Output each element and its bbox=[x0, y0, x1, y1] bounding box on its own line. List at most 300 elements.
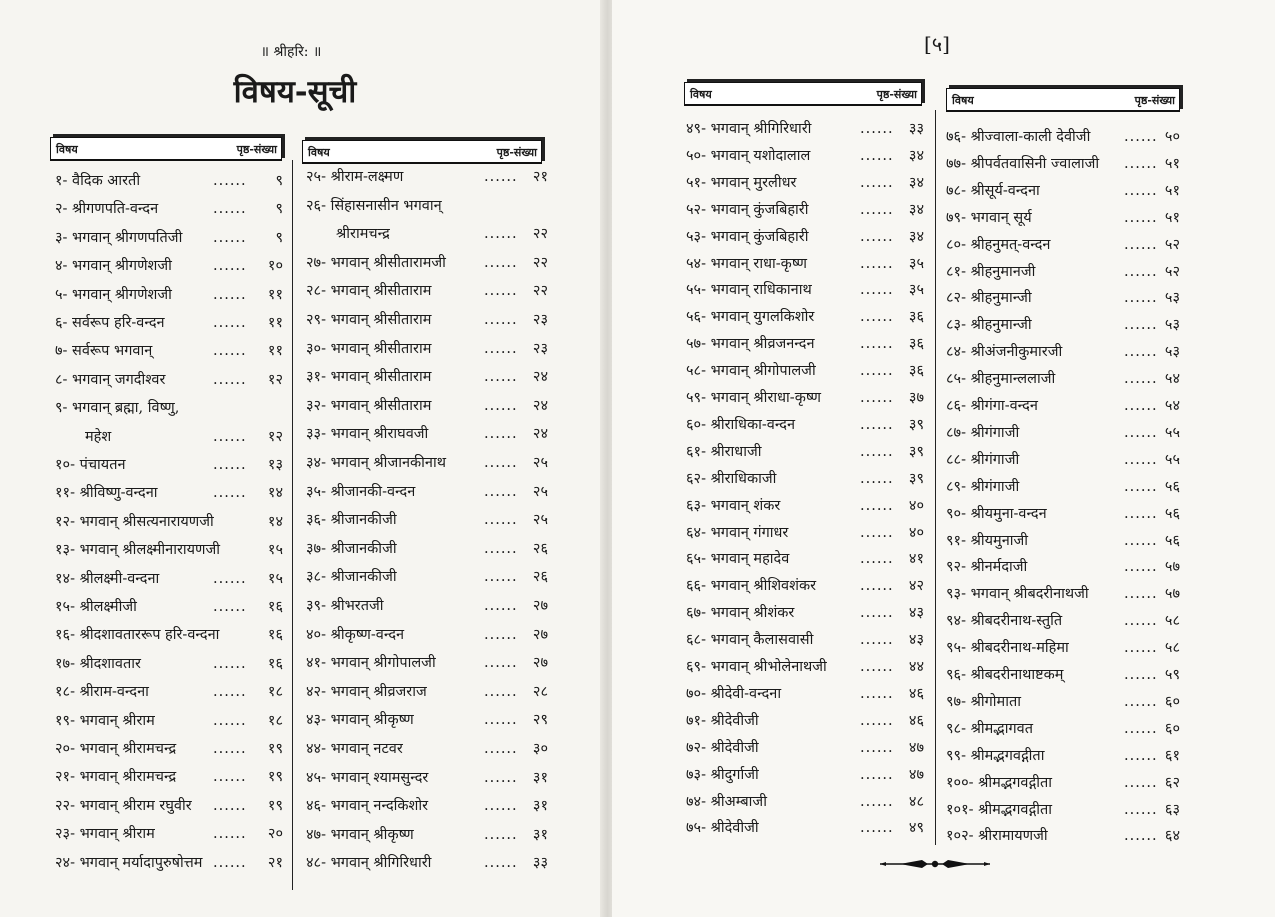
toc-entry-title: ६९- भगवान् श्रीभोलेनाथजी bbox=[686, 659, 827, 675]
toc-entry-leader-dots: ...... bbox=[860, 336, 894, 353]
toc-entry bbox=[55, 850, 285, 877]
toc-entry bbox=[306, 479, 548, 506]
toc-entry-page-number: ३४ bbox=[908, 147, 924, 164]
toc-entry bbox=[686, 708, 926, 735]
toc-entry-leader-dots: ...... bbox=[1124, 640, 1158, 657]
toc-entry bbox=[686, 143, 926, 170]
toc-entry-leader-dots: ...... bbox=[860, 551, 894, 568]
toc-entry bbox=[306, 507, 548, 534]
toc-entry-title: ३- भगवान् श्रीगणपतिजी bbox=[55, 229, 183, 246]
toc-entry-title: ७- सर्वरूप भगवान् bbox=[55, 343, 153, 360]
toc-entry-page-number: ६० bbox=[1164, 693, 1180, 710]
toc-entry-leader-dots: ...... bbox=[1124, 263, 1158, 280]
toc-entry bbox=[686, 735, 926, 762]
toc-entry-page-number: ५३ bbox=[1164, 344, 1180, 361]
toc-entry-leader-dots: ...... bbox=[860, 766, 894, 783]
toc-entry-leader-dots: ...... bbox=[860, 793, 894, 810]
toc-entry bbox=[946, 205, 1184, 232]
toc-entry-title: ८३- श्रीहनुमान्जी bbox=[946, 317, 1032, 334]
toc-entry bbox=[686, 385, 926, 412]
column-divider bbox=[292, 160, 293, 890]
toc-entry bbox=[686, 170, 926, 197]
toc-entry-leader-dots: ...... bbox=[1124, 613, 1158, 630]
toc-entry-leader-dots: ...... bbox=[484, 626, 518, 643]
toc-entry-title: ८४- श्रीअंजनीकुमारजी bbox=[946, 344, 1063, 361]
toc-entry bbox=[55, 480, 285, 507]
toc-entry bbox=[946, 420, 1184, 447]
toc-entry bbox=[946, 124, 1184, 151]
toc-entry-leader-dots: ...... bbox=[484, 512, 518, 529]
toc-entry-title: १९- भगवान् श्रीराम bbox=[55, 712, 155, 729]
toc-entry bbox=[686, 815, 926, 842]
toc-entry-title: १५- श्रीलक्ष्मीजी bbox=[55, 599, 137, 615]
toc-entry-title: ८- भगवान् जगदीश्वर bbox=[55, 371, 166, 388]
toc-entry-page-number: ४६ bbox=[908, 685, 924, 702]
toc-entry-page-number: ४७ bbox=[908, 739, 924, 756]
toc-entry bbox=[686, 654, 926, 681]
toc-entry-title: २०- भगवान् श्रीरामचन्द्र bbox=[55, 741, 177, 757]
toc-entry-leader-dots: ...... bbox=[860, 739, 894, 756]
toc-entry-page-number: ४० bbox=[908, 524, 924, 541]
toc-entry bbox=[946, 285, 1184, 312]
toc-entry-page-number: २० bbox=[267, 826, 283, 843]
column-header-page: पृष्ठ-संख्या bbox=[496, 146, 537, 159]
toc-entry-page-number: ५६ bbox=[1164, 505, 1180, 522]
toc-entry-page-number: ४८ bbox=[908, 793, 924, 810]
toc-entry-title: १७- श्रीदशावतार bbox=[55, 655, 141, 672]
toc-entry-page-number: १८ bbox=[267, 712, 283, 729]
toc-entry bbox=[55, 708, 285, 735]
toc-entry-page-number: २६ bbox=[532, 569, 548, 586]
toc-entry-title: ५- भगवान् श्रीगणेशजी bbox=[55, 286, 172, 303]
toc-entry-page-number: १८ bbox=[267, 684, 283, 701]
toc-entry bbox=[306, 278, 548, 305]
toc-entry-leader-dots: ...... bbox=[484, 540, 518, 557]
toc-entry-title: ३७- श्रीजानकीजी bbox=[306, 540, 397, 557]
toc-entry-title: ४७- भगवान् श्रीकृष्ण bbox=[306, 826, 414, 843]
toc-entry-title: ३३- भगवान् श्रीराघवजी bbox=[306, 426, 429, 443]
toc-entry bbox=[686, 251, 926, 278]
toc-entry bbox=[55, 168, 285, 195]
toc-entry bbox=[686, 224, 926, 251]
toc-entry-page-number: १२ bbox=[267, 428, 283, 445]
toc-entry bbox=[946, 232, 1184, 259]
toc-entry bbox=[946, 474, 1184, 501]
toc-entry-leader-dots: ...... bbox=[1124, 828, 1158, 845]
toc-entry-page-number: ३० bbox=[532, 741, 548, 757]
toc-entry-page-number: १९ bbox=[267, 797, 283, 814]
toc-entry bbox=[686, 412, 926, 439]
toc-entry-page-number: ३६ bbox=[908, 336, 924, 353]
toc-entry-leader-dots: ...... bbox=[213, 286, 247, 303]
toc-entry-leader-dots: ...... bbox=[860, 443, 894, 460]
toc-entry-title: ९८- श्रीमद्भागवत bbox=[946, 720, 1033, 737]
toc-entry-title: ६- सर्वरूप हरि-वन्दन bbox=[55, 315, 165, 331]
toc-entry-page-number: ५१ bbox=[1164, 182, 1180, 199]
toc-entry bbox=[55, 367, 285, 394]
toc-entry-title: ९- भगवान् ब्रह्मा, विष्णु, bbox=[55, 400, 180, 417]
column-header-subject: विषय bbox=[690, 88, 712, 101]
toc-entry-title: ३४- भगवान् श्रीजानकीनाथ bbox=[306, 455, 446, 471]
toc-entry-page-number: ५१ bbox=[1164, 209, 1180, 226]
toc-entry-page-number: ३४ bbox=[908, 174, 924, 191]
toc-entry bbox=[946, 743, 1184, 770]
toc-entry-leader-dots: ...... bbox=[1124, 532, 1158, 549]
toc-entry bbox=[306, 564, 548, 591]
toc-entry-leader-dots: ...... bbox=[484, 455, 518, 471]
toc-entry-page-number: ४४ bbox=[908, 659, 924, 675]
toc-entry-page-number: ३७ bbox=[908, 390, 924, 406]
toc-entry-leader-dots: ...... bbox=[484, 598, 518, 614]
toc-entry-leader-dots: ...... bbox=[484, 226, 518, 243]
toc-entry bbox=[686, 331, 926, 358]
toc-entry-page-number: ९ bbox=[275, 229, 283, 246]
toc-entry bbox=[946, 259, 1184, 286]
toc-entry-title: महेश bbox=[85, 428, 112, 445]
toc-entry-page-number: ५७ bbox=[1164, 559, 1180, 576]
column-header-subject: विषय bbox=[308, 146, 330, 159]
toc-entry-leader-dots: ...... bbox=[213, 457, 247, 473]
toc-entry-leader-dots: ...... bbox=[484, 655, 518, 672]
toc-entry-title: २- श्रीगणपति-वन्दन bbox=[55, 201, 159, 218]
toc-entry-leader-dots: ...... bbox=[484, 741, 518, 757]
toc-entry bbox=[55, 225, 285, 252]
toc-entry bbox=[946, 151, 1184, 178]
toc-entry-title: ९२- श्रीनर्मदाजी bbox=[946, 559, 1028, 576]
column-header-subject: विषय bbox=[952, 94, 974, 107]
toc-entry-leader-dots: ...... bbox=[860, 309, 894, 326]
toc-entry-leader-dots: ...... bbox=[1124, 155, 1158, 172]
column-header-4 bbox=[946, 88, 1180, 112]
toc-entry-leader-dots: ...... bbox=[484, 397, 518, 414]
toc-entry-leader-dots: ...... bbox=[860, 255, 894, 272]
toc-entry-leader-dots: ...... bbox=[1124, 720, 1158, 737]
toc-entry-page-number: ३६ bbox=[908, 309, 924, 326]
toc-entry bbox=[686, 358, 926, 385]
toc-entry-title: १२- भगवान् श्रीसत्यनारायणजी bbox=[55, 513, 214, 530]
toc-entry-title: ६५- भगवान् महादेव bbox=[686, 551, 790, 568]
toc-entry-leader-dots: ...... bbox=[1124, 398, 1158, 414]
toc-entry bbox=[946, 312, 1184, 339]
toc-entry-title: ४२- भगवान् श्रीव्रजराज bbox=[306, 683, 427, 700]
toc-entry-leader-dots: ...... bbox=[213, 485, 247, 502]
toc-entry-leader-dots: ...... bbox=[1124, 371, 1158, 388]
toc-entry-title: १००- श्रीमद्भगवद्गीता bbox=[946, 774, 1052, 791]
toc-entry bbox=[946, 716, 1184, 743]
toc-entry-title: ३६- श्रीजानकीजी bbox=[306, 512, 397, 529]
toc-entry-title: ८९- श्रीगंगाजी bbox=[946, 478, 1020, 495]
toc-entry-title: ४५- भगवान् श्यामसुन्दर bbox=[306, 769, 429, 786]
toc-entry-page-number: ९ bbox=[275, 201, 283, 218]
toc-entry-page-number: ६१ bbox=[1164, 747, 1180, 764]
toc-entry-leader-dots: ...... bbox=[213, 684, 247, 701]
toc-entry-title: ६७- भगवान् श्रीशंकर bbox=[686, 605, 795, 622]
toc-entry-page-number: ५१ bbox=[1164, 155, 1180, 172]
toc-entry bbox=[946, 608, 1184, 635]
toc-entry-page-number: १९ bbox=[267, 769, 283, 786]
toc-entry-page-number: २४ bbox=[532, 426, 548, 443]
toc-entry-leader-dots: ...... bbox=[860, 605, 894, 622]
toc-entry-leader-dots: ...... bbox=[484, 169, 518, 185]
toc-entry-title: ८५- श्रीहनुमान्ललाजी bbox=[946, 371, 1056, 388]
toc-entry-title: ५९- भगवान् श्रीराधा-कृष्ण bbox=[686, 390, 821, 406]
toc-entry-title: ५०- भगवान् यशोदालाल bbox=[686, 147, 811, 164]
toc-entry-leader-dots: ...... bbox=[860, 685, 894, 702]
toc-entry-title: ८१- श्रीहनुमानजी bbox=[946, 263, 1036, 280]
toc-entry bbox=[946, 689, 1184, 716]
toc-entry bbox=[55, 679, 285, 706]
toc-entry bbox=[946, 554, 1184, 581]
toc-entry-page-number: १६ bbox=[267, 599, 283, 615]
toc-entry-page-number: ५८ bbox=[1164, 613, 1180, 630]
toc-entry-leader-dots: ...... bbox=[1124, 424, 1158, 441]
toc-entry-leader-dots: ...... bbox=[860, 712, 894, 729]
toc-entry-page-number: २२ bbox=[532, 254, 548, 271]
toc-entry bbox=[946, 797, 1184, 824]
toc-entry-title: २४- भगवान् मर्यादापुरुषोत्तम bbox=[55, 854, 203, 871]
toc-entry-page-number: २३ bbox=[532, 340, 548, 357]
toc-entry-leader-dots: ...... bbox=[860, 497, 894, 514]
toc-entry bbox=[306, 307, 548, 334]
toc-entry bbox=[306, 736, 548, 763]
toc-entry-title: ५३- भगवान् कुंजबिहारी bbox=[686, 228, 809, 245]
toc-entry-title: ९०- श्रीयमुना-वन्दन bbox=[946, 505, 1047, 522]
toc-entry bbox=[306, 707, 548, 734]
toc-entry-page-number: ९ bbox=[275, 173, 283, 189]
toc-entry-title: १०२- श्रीरामायणजी bbox=[946, 828, 1048, 845]
toc-entry-leader-dots: ...... bbox=[1124, 586, 1158, 603]
toc-entry-page-number: ६० bbox=[1164, 720, 1180, 737]
toc-entry bbox=[55, 395, 285, 422]
toc-entry bbox=[55, 310, 285, 337]
toc-entry-page-number: ५४ bbox=[1164, 371, 1180, 388]
toc-entry-page-number: ५० bbox=[1164, 129, 1180, 145]
toc-entry-page-number: ३१ bbox=[532, 826, 548, 843]
toc-entry-title: ३२- भगवान् श्रीसीताराम bbox=[306, 397, 432, 414]
toc-entry bbox=[306, 679, 548, 706]
toc-entry-title: ४९- भगवान् श्रीगिरिधारी bbox=[686, 121, 812, 137]
toc-entry-page-number: ३१ bbox=[532, 798, 548, 815]
toc-entry-page-number: १० bbox=[267, 258, 283, 275]
toc-entry-title: ७६- श्रीज्वाला-काली देवीजी bbox=[946, 129, 1091, 145]
toc-entry-page-number: २२ bbox=[532, 226, 548, 243]
toc-entry-leader-dots: ...... bbox=[860, 228, 894, 245]
toc-entry-leader-dots: ...... bbox=[484, 855, 518, 872]
toc-entry bbox=[946, 662, 1184, 689]
toc-entry bbox=[946, 823, 1184, 850]
toc-entry-title: ५६- भगवान् युगलकिशोर bbox=[686, 309, 815, 326]
column-header-2 bbox=[302, 140, 542, 164]
toc-entry-title: २७- भगवान् श्रीसीतारामजी bbox=[306, 254, 446, 271]
toc-entry-leader-dots: ...... bbox=[213, 258, 247, 275]
toc-entry-page-number: ३९ bbox=[908, 416, 924, 433]
toc-entry-page-number: ६४ bbox=[1164, 828, 1180, 845]
toc-entry-title: १३- भगवान् श्रीलक्ष्मीनारायणजी bbox=[55, 542, 221, 559]
toc-entry bbox=[686, 493, 926, 520]
toc-entry-page-number: ५३ bbox=[1164, 317, 1180, 334]
toc-entry-leader-dots: ...... bbox=[860, 659, 894, 675]
toc-entry-page-number: २२ bbox=[532, 283, 548, 300]
toc-entry-leader-dots: ...... bbox=[484, 798, 518, 815]
page-title: विषय-सूची bbox=[233, 74, 357, 110]
toc-entry bbox=[686, 277, 926, 304]
toc-entry-leader-dots: ...... bbox=[860, 390, 894, 406]
toc-entry-page-number: ५३ bbox=[1164, 290, 1180, 307]
toc-entry-leader-dots: ...... bbox=[213, 371, 247, 388]
column-header-subject: विषय bbox=[56, 143, 78, 156]
toc-entry-leader-dots: ...... bbox=[1124, 236, 1158, 253]
toc-entry-title: ९६- श्रीबदरीनाथाष्टकम् bbox=[946, 667, 1064, 683]
toc-entry bbox=[686, 439, 926, 466]
toc-entry-leader-dots: ...... bbox=[484, 826, 518, 843]
toc-entry-leader-dots: ...... bbox=[484, 369, 518, 386]
toc-entry-title: ५१- भगवान् मुरलीधर bbox=[686, 174, 797, 191]
toc-entry-leader-dots: ...... bbox=[1124, 693, 1158, 710]
toc-entry bbox=[55, 509, 285, 536]
toc-entry bbox=[946, 770, 1184, 797]
column-header-page: पृष्ठ-संख्या bbox=[1134, 94, 1175, 107]
toc-entry-leader-dots: ...... bbox=[213, 826, 247, 843]
toc-entry-leader-dots: ...... bbox=[1124, 505, 1158, 522]
toc-entry-leader-dots: ...... bbox=[484, 254, 518, 271]
toc-entry-title: १०- पंचायतन bbox=[55, 457, 126, 473]
toc-entry-leader-dots: ...... bbox=[1124, 747, 1158, 764]
toc-entry-title: २६- सिंहासनासीन भगवान् bbox=[306, 197, 442, 214]
toc-entry-page-number: १६ bbox=[267, 655, 283, 672]
toc-entry-leader-dots: ...... bbox=[860, 820, 894, 837]
toc-entry bbox=[306, 221, 548, 248]
toc-entry-title: २१- भगवान् श्रीरामचन्द्र bbox=[55, 769, 177, 786]
toc-entry-page-number: १४ bbox=[267, 513, 283, 530]
toc-entry-page-number: ४७ bbox=[908, 766, 924, 783]
toc-entry-page-number: ५२ bbox=[1164, 236, 1180, 253]
toc-entry-page-number: २७ bbox=[532, 598, 548, 614]
toc-entry-title: ६८- भगवान् कैलासवासी bbox=[686, 632, 814, 649]
toc-entry-title: ९३- भगवान् श्रीबदरीनाथजी bbox=[946, 586, 1089, 603]
toc-entry-leader-dots: ...... bbox=[1124, 182, 1158, 199]
toc-entry-page-number: २७ bbox=[532, 655, 548, 672]
toc-entry-leader-dots: ...... bbox=[860, 470, 894, 487]
toc-entry-leader-dots: ...... bbox=[213, 570, 247, 587]
toc-entry bbox=[306, 622, 548, 649]
toc-entry-title: ३९- श्रीभरतजी bbox=[306, 598, 384, 614]
toc-entry-page-number: ५९ bbox=[1164, 667, 1180, 683]
toc-entry-title: ५८- भगवान् श्रीगोपालजी bbox=[686, 363, 816, 380]
toc-entry bbox=[686, 681, 926, 708]
toc-entry-page-number: ६२ bbox=[1164, 774, 1180, 791]
toc-entry-leader-dots: ...... bbox=[213, 769, 247, 786]
toc-entry bbox=[55, 196, 285, 223]
toc-entry-title: ६६- भगवान् श्रीशिवशंकर bbox=[686, 578, 817, 595]
toc-entry-page-number: ११ bbox=[267, 315, 283, 331]
toc-entry-page-number: १४ bbox=[267, 485, 283, 502]
toc-entry bbox=[306, 793, 548, 820]
toc-entry-title: १८- श्रीराम-वन्दना bbox=[55, 684, 149, 701]
toc-entry-title: ४६- भगवान् नन्दकिशोर bbox=[306, 798, 429, 815]
toc-entry-leader-dots: ...... bbox=[1124, 209, 1158, 226]
toc-entry-leader-dots: ...... bbox=[213, 655, 247, 672]
toc-entry bbox=[55, 566, 285, 593]
toc-entry-page-number: २४ bbox=[532, 397, 548, 414]
toc-entry-title: ८८- श्रीगंगाजी bbox=[946, 451, 1020, 468]
toc-entry-page-number: ३५ bbox=[908, 255, 924, 272]
toc-entry bbox=[306, 850, 548, 877]
toc-entry bbox=[946, 528, 1184, 555]
toc-entry-page-number: ५४ bbox=[1164, 398, 1180, 414]
toc-entry-title: ९९- श्रीमद्भगवद्गीता bbox=[946, 747, 1045, 764]
toc-entry-page-number: ५५ bbox=[1164, 424, 1180, 441]
toc-entry bbox=[686, 573, 926, 600]
toc-entry bbox=[946, 635, 1184, 662]
toc-entry bbox=[306, 336, 548, 363]
toc-entry-title: श्रीरामचन्द्र bbox=[336, 226, 390, 243]
toc-entry-leader-dots: ...... bbox=[484, 683, 518, 700]
toc-entry-leader-dots: ...... bbox=[484, 483, 518, 500]
toc-entry-leader-dots: ...... bbox=[1124, 667, 1158, 683]
toc-entry bbox=[55, 452, 285, 479]
toc-entry-title: ५४- भगवान् राधा-कृष्ण bbox=[686, 255, 807, 272]
toc-entry-leader-dots: ...... bbox=[1124, 801, 1158, 818]
toc-entry bbox=[686, 520, 926, 547]
toc-entry-page-number: २६ bbox=[532, 540, 548, 557]
toc-entry-title: ४४- भगवान् नटवर bbox=[306, 741, 403, 757]
toc-entry-title: २२- भगवान् श्रीराम रघुवीर bbox=[55, 797, 192, 814]
toc-entry-page-number: ११ bbox=[267, 343, 283, 360]
toc-entry-leader-dots: ...... bbox=[484, 340, 518, 357]
toc-entry-leader-dots: ...... bbox=[213, 343, 247, 360]
toc-entry-page-number: ११ bbox=[267, 286, 283, 303]
toc-entry-title: ८६- श्रीगंगा-वन्दन bbox=[946, 398, 1038, 414]
toc-entry-leader-dots: ...... bbox=[213, 173, 247, 189]
toc-entry-title: ८७- श्रीगंगाजी bbox=[946, 424, 1020, 441]
toc-entry bbox=[306, 164, 548, 191]
toc-entry bbox=[306, 421, 548, 448]
toc-entry-title: २९- भगवान् श्रीसीताराम bbox=[306, 312, 432, 328]
toc-entry-title: ४१- भगवान् श्रीगोपालजी bbox=[306, 655, 436, 672]
toc-entry bbox=[686, 600, 926, 627]
toc-entry-page-number: ५७ bbox=[1164, 586, 1180, 603]
toc-entry bbox=[306, 193, 548, 220]
toc-entry bbox=[306, 364, 548, 391]
toc-entry-page-number: २५ bbox=[532, 455, 548, 471]
toc-entry bbox=[306, 250, 548, 277]
toc-entry bbox=[55, 651, 285, 678]
toc-entry bbox=[306, 393, 548, 420]
toc-entry-page-number: २१ bbox=[532, 169, 548, 185]
toc-entry-title: ११- श्रीविष्णु-वन्दना bbox=[55, 485, 158, 502]
toc-entry-page-number: २५ bbox=[532, 512, 548, 529]
toc-entry-page-number: २८ bbox=[532, 683, 548, 700]
toc-entry bbox=[946, 581, 1184, 608]
toc-entry-page-number: २१ bbox=[267, 854, 283, 871]
toc-entry-page-number: ४६ bbox=[908, 712, 924, 729]
toc-entry-page-number: १३ bbox=[267, 457, 283, 473]
toc-entry bbox=[306, 822, 548, 849]
toc-entry-title: ७८- श्रीसूर्य-वन्दना bbox=[946, 182, 1040, 199]
toc-entry-page-number: २३ bbox=[532, 312, 548, 328]
toc-entry bbox=[306, 450, 548, 477]
toc-entry bbox=[686, 466, 926, 493]
toc-entry bbox=[946, 501, 1184, 528]
toc-entry-title: ९५- श्रीबदरीनाथ-महिमा bbox=[946, 640, 1069, 657]
toc-entry-page-number: १२ bbox=[267, 371, 283, 388]
toc-entry-title: ९४- श्रीबदरीनाथ-स्तुति bbox=[946, 613, 1063, 630]
toc-entry-leader-dots: ...... bbox=[1124, 317, 1158, 334]
toc-entry-title: ७२- श्रीदेवीजी bbox=[686, 739, 759, 756]
toc-entry-page-number: ३९ bbox=[908, 443, 924, 460]
toc-entry-title: ६१- श्रीराधाजी bbox=[686, 443, 762, 460]
toc-entry-title: ३५- श्रीजानकी-वन्दन bbox=[306, 483, 416, 500]
